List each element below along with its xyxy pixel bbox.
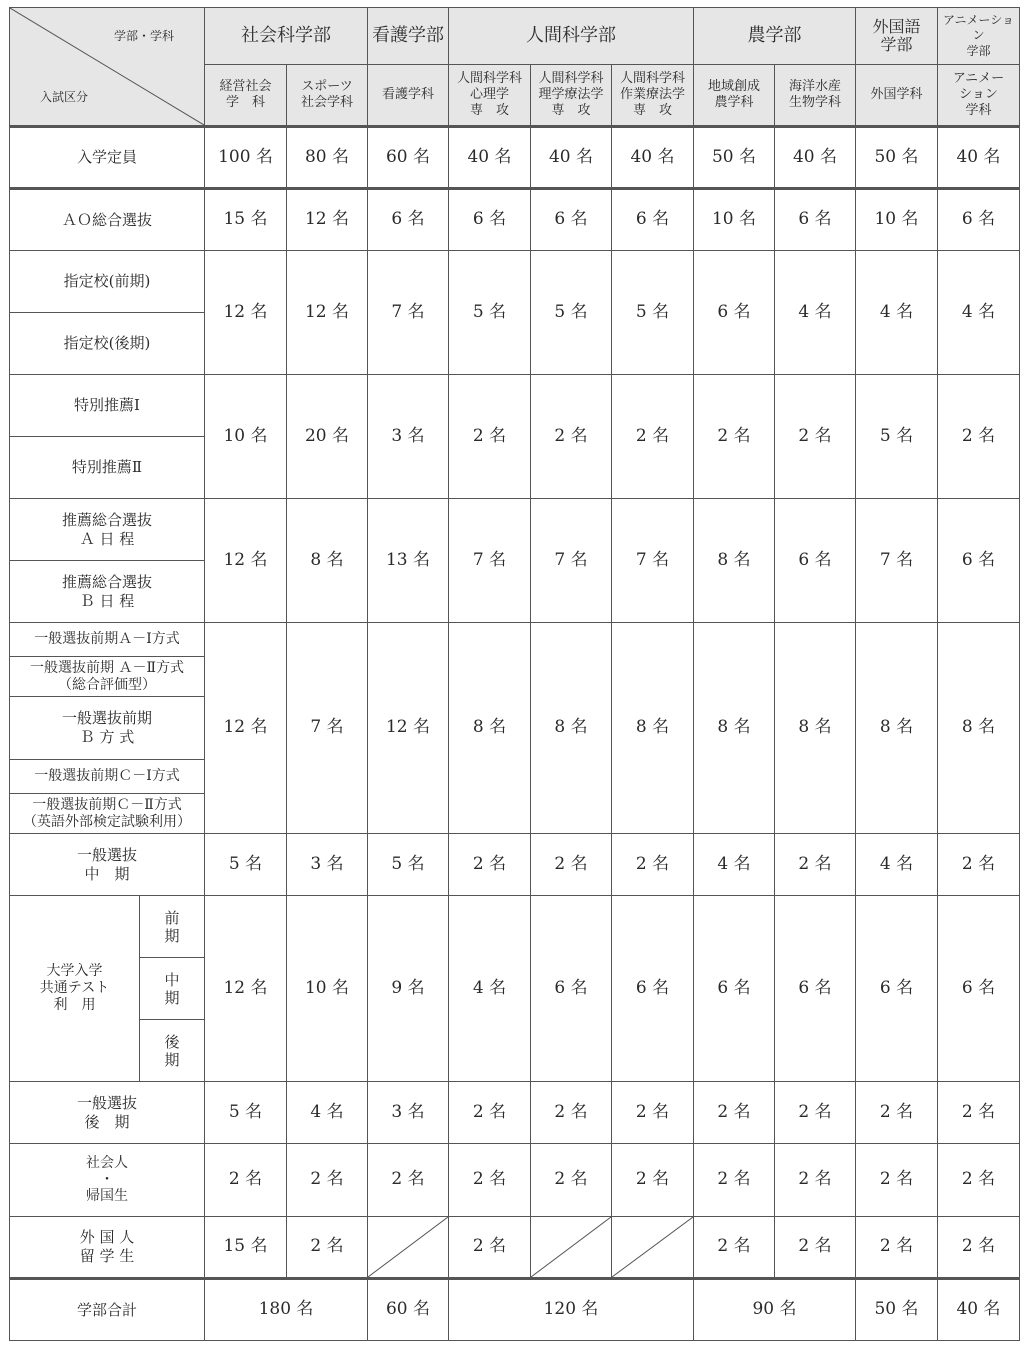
cell: 2 名 bbox=[775, 1144, 856, 1217]
cell: 2 名 bbox=[449, 1217, 531, 1279]
cell: 6 名 bbox=[531, 189, 612, 251]
cell: 12 名 bbox=[368, 623, 449, 834]
table-row bbox=[10, 623, 1020, 657]
cell: 7 名 bbox=[612, 499, 694, 623]
row-label-general-early-a2: 一般選抜前期 Ａ－Ⅱ方式 （総合評価型） bbox=[10, 657, 205, 697]
row-label-common-test: 大学入学 共通テスト 利 用 bbox=[10, 896, 140, 1082]
table-row bbox=[10, 375, 1020, 437]
cell: 2 名 bbox=[287, 1144, 368, 1217]
cell: 15 名 bbox=[205, 1217, 287, 1279]
cell: 8 名 bbox=[694, 623, 775, 834]
row-label-designated-early: 指定校(前期) bbox=[10, 251, 205, 313]
cell: 8 名 bbox=[775, 623, 856, 834]
dept-foreign-studies: 外国学科 bbox=[856, 65, 938, 127]
cell: 50 名 bbox=[856, 127, 938, 189]
cell: 4 名 bbox=[856, 834, 938, 896]
cell: 6 名 bbox=[775, 499, 856, 623]
cell: 3 名 bbox=[368, 375, 449, 499]
corner-header-cell bbox=[10, 8, 205, 127]
cell: 5 名 bbox=[368, 834, 449, 896]
cell: 6 名 bbox=[694, 896, 775, 1082]
cell: 2 名 bbox=[531, 834, 612, 896]
cell: 2 名 bbox=[612, 1144, 694, 1217]
cell: 4 名 bbox=[856, 251, 938, 375]
table-row bbox=[10, 896, 1020, 958]
cell: 15 名 bbox=[205, 189, 287, 251]
corner-category-label: 入試区分 bbox=[40, 90, 89, 105]
cell: 2 名 bbox=[287, 1217, 368, 1279]
faculty-human-science: 人間科学部 bbox=[449, 8, 694, 65]
row-label-working-returnee: 社会人 ・ 帰国生 bbox=[10, 1144, 205, 1217]
row-label-international: 外 国 人 留 学 生 bbox=[10, 1217, 205, 1279]
row-label-total: 学部合計 bbox=[10, 1279, 205, 1341]
table-row bbox=[10, 1144, 1020, 1217]
cell: 2 名 bbox=[938, 375, 1020, 499]
cell: 8 名 bbox=[694, 499, 775, 623]
cell: 2 名 bbox=[449, 1082, 531, 1144]
dept-physical-therapy: 人間科学科 理学療法学 専 攻 bbox=[531, 65, 612, 127]
cell: 2 名 bbox=[775, 1217, 856, 1279]
row-label-general-mid: 一般選抜 中 期 bbox=[10, 834, 205, 896]
cell: 2 名 bbox=[694, 1144, 775, 1217]
faculty-nursing: 看護学部 bbox=[368, 8, 449, 65]
cell: 4 名 bbox=[775, 251, 856, 375]
table-row bbox=[10, 834, 1020, 896]
cell: 2 名 bbox=[449, 834, 531, 896]
cell: 12 名 bbox=[287, 251, 368, 375]
cell: 8 名 bbox=[612, 623, 694, 834]
cell: 5 名 bbox=[531, 251, 612, 375]
cell: 8 名 bbox=[287, 499, 368, 623]
cell: 2 名 bbox=[938, 1217, 1020, 1279]
cell: 12 名 bbox=[287, 189, 368, 251]
cell: 10 名 bbox=[287, 896, 368, 1082]
cell: 2 名 bbox=[938, 1082, 1020, 1144]
cell: 7 名 bbox=[531, 499, 612, 623]
cell: 5 名 bbox=[856, 375, 938, 499]
cell: 6 名 bbox=[449, 189, 531, 251]
total-nursing: 60 名 bbox=[368, 1279, 449, 1341]
row-label-suisen-a: 推薦総合選抜 Ａ 日 程 bbox=[10, 499, 205, 561]
cell: 2 名 bbox=[612, 834, 694, 896]
corner-dept-label: 学部・学科 bbox=[113, 29, 174, 43]
cell: 2 名 bbox=[856, 1217, 938, 1279]
cell: 40 名 bbox=[775, 127, 856, 189]
cell: 10 名 bbox=[856, 189, 938, 251]
table-row bbox=[10, 127, 1020, 189]
total-agriculture: 90 名 bbox=[694, 1279, 856, 1341]
cell: 2 名 bbox=[531, 1144, 612, 1217]
cell: 2 名 bbox=[694, 1217, 775, 1279]
cell: 8 名 bbox=[449, 623, 531, 834]
cell: 2 名 bbox=[449, 375, 531, 499]
faculty-animation: アニメーション 学部 bbox=[938, 8, 1020, 65]
dept-nursing: 看護学科 bbox=[368, 65, 449, 127]
table-row bbox=[10, 1217, 1020, 1279]
cell: 3 名 bbox=[287, 834, 368, 896]
cell: 5 名 bbox=[205, 1082, 287, 1144]
faculty-header-row bbox=[10, 8, 1020, 65]
table-row bbox=[10, 251, 1020, 313]
cell: 40 名 bbox=[531, 127, 612, 189]
cell: 5 名 bbox=[612, 251, 694, 375]
cell: 6 名 bbox=[856, 896, 938, 1082]
row-label-designated-late: 指定校(後期) bbox=[10, 313, 205, 375]
cell: 2 名 bbox=[531, 375, 612, 499]
row-label-general-early-a1: 一般選抜前期Ａ－Ⅰ方式 bbox=[10, 623, 205, 657]
cell: 7 名 bbox=[449, 499, 531, 623]
table-row bbox=[10, 499, 1020, 561]
cell: 40 名 bbox=[612, 127, 694, 189]
total-human-science: 120 名 bbox=[449, 1279, 694, 1341]
cell: 6 名 bbox=[694, 251, 775, 375]
cell: 100 名 bbox=[205, 127, 287, 189]
admissions-quota-table bbox=[9, 7, 1020, 1341]
cell: 2 名 bbox=[612, 1082, 694, 1144]
cell: 4 名 bbox=[694, 834, 775, 896]
cell: 2 名 bbox=[938, 834, 1020, 896]
cell: 7 名 bbox=[287, 623, 368, 834]
row-label-special-2: 特別推薦Ⅱ bbox=[10, 437, 205, 499]
cell: 12 名 bbox=[205, 623, 287, 834]
cell: 2 名 bbox=[775, 834, 856, 896]
cell: 3 名 bbox=[368, 1082, 449, 1144]
row-label-general-early-c2: 一般選抜前期Ｃ－Ⅱ方式 （英語外部検定試験利用） bbox=[10, 794, 205, 834]
cell: 40 名 bbox=[449, 127, 531, 189]
cell: 2 名 bbox=[205, 1144, 287, 1217]
cell: 6 名 bbox=[938, 499, 1020, 623]
cell: 13 名 bbox=[368, 499, 449, 623]
not-applicable-cell bbox=[368, 1217, 449, 1279]
cell: 2 名 bbox=[856, 1144, 938, 1217]
not-applicable-cell bbox=[531, 1217, 612, 1279]
cell: 2 名 bbox=[694, 375, 775, 499]
cell: 6 名 bbox=[612, 896, 694, 1082]
total-foreign-language: 50 名 bbox=[856, 1279, 938, 1341]
dept-occupational-therapy: 人間科学科 作業療法学 専 攻 bbox=[612, 65, 694, 127]
cell: 2 名 bbox=[775, 1082, 856, 1144]
cell: 10 名 bbox=[694, 189, 775, 251]
cell: 7 名 bbox=[368, 251, 449, 375]
cell: 2 名 bbox=[368, 1144, 449, 1217]
cell: 2 名 bbox=[856, 1082, 938, 1144]
cell: 8 名 bbox=[531, 623, 612, 834]
total-animation: 40 名 bbox=[938, 1279, 1020, 1341]
cell: 2 名 bbox=[694, 1082, 775, 1144]
row-label-special-1: 特別推薦Ⅰ bbox=[10, 375, 205, 437]
dept-sports-social: スポーツ 社会学科 bbox=[287, 65, 368, 127]
dept-animation: アニメー ション 学科 bbox=[938, 65, 1020, 127]
cell: 6 名 bbox=[775, 896, 856, 1082]
cell: 8 名 bbox=[856, 623, 938, 834]
dept-regional-agriculture: 地域創成 農学科 bbox=[694, 65, 775, 127]
faculty-agriculture: 農学部 bbox=[694, 8, 856, 65]
cell: 5 名 bbox=[205, 834, 287, 896]
dept-management-social: 経営社会 学 科 bbox=[205, 65, 287, 127]
cell: 2 名 bbox=[775, 375, 856, 499]
cell: 2 名 bbox=[531, 1082, 612, 1144]
cell: 6 名 bbox=[938, 189, 1020, 251]
row-label-capacity: 入学定員 bbox=[10, 127, 205, 189]
cell: 80 名 bbox=[287, 127, 368, 189]
cell: 6 名 bbox=[938, 896, 1020, 1082]
faculty-social-science: 社会科学部 bbox=[205, 8, 368, 65]
total-social-science: 180 名 bbox=[205, 1279, 368, 1341]
table-row bbox=[10, 1082, 1020, 1144]
cell: 9 名 bbox=[368, 896, 449, 1082]
cell: 2 名 bbox=[938, 1144, 1020, 1217]
cell: 6 名 bbox=[531, 896, 612, 1082]
cell: 40 名 bbox=[938, 127, 1020, 189]
cell: 5 名 bbox=[449, 251, 531, 375]
faculty-foreign-language: 外国語 学部 bbox=[856, 8, 938, 65]
row-sublabel-common-mid: 中 期 bbox=[140, 958, 205, 1020]
cell: 4 名 bbox=[449, 896, 531, 1082]
dept-psychology: 人間科学科 心理学 専 攻 bbox=[449, 65, 531, 127]
cell: 4 名 bbox=[287, 1082, 368, 1144]
total-row bbox=[10, 1279, 1020, 1341]
cell: 60 名 bbox=[368, 127, 449, 189]
row-label-general-late: 一般選抜 後 期 bbox=[10, 1082, 205, 1144]
row-label-suisen-b: 推薦総合選抜 Ｂ 日 程 bbox=[10, 561, 205, 623]
cell: 7 名 bbox=[856, 499, 938, 623]
row-label-general-early-c1: 一般選抜前期Ｃ－Ⅰ方式 bbox=[10, 760, 205, 794]
row-label-ao: ＡＯ総合選抜 bbox=[10, 189, 205, 251]
cell: 4 名 bbox=[938, 251, 1020, 375]
cell: 12 名 bbox=[205, 499, 287, 623]
cell: 12 名 bbox=[205, 251, 287, 375]
cell: 6 名 bbox=[775, 189, 856, 251]
row-label-general-early-b: 一般選抜前期 Ｂ 方 式 bbox=[10, 697, 205, 760]
cell: 12 名 bbox=[205, 896, 287, 1082]
cell: 6 名 bbox=[612, 189, 694, 251]
cell: 6 名 bbox=[368, 189, 449, 251]
cell: 10 名 bbox=[205, 375, 287, 499]
dept-marine-biology: 海洋水産 生物学科 bbox=[775, 65, 856, 127]
row-sublabel-common-early: 前 期 bbox=[140, 896, 205, 958]
row-sublabel-common-late: 後 期 bbox=[140, 1020, 205, 1082]
cell: 2 名 bbox=[612, 375, 694, 499]
cell: 50 名 bbox=[694, 127, 775, 189]
not-applicable-cell bbox=[612, 1217, 694, 1279]
cell: 20 名 bbox=[287, 375, 368, 499]
cell: 2 名 bbox=[449, 1144, 531, 1217]
cell: 8 名 bbox=[938, 623, 1020, 834]
table-row bbox=[10, 189, 1020, 251]
